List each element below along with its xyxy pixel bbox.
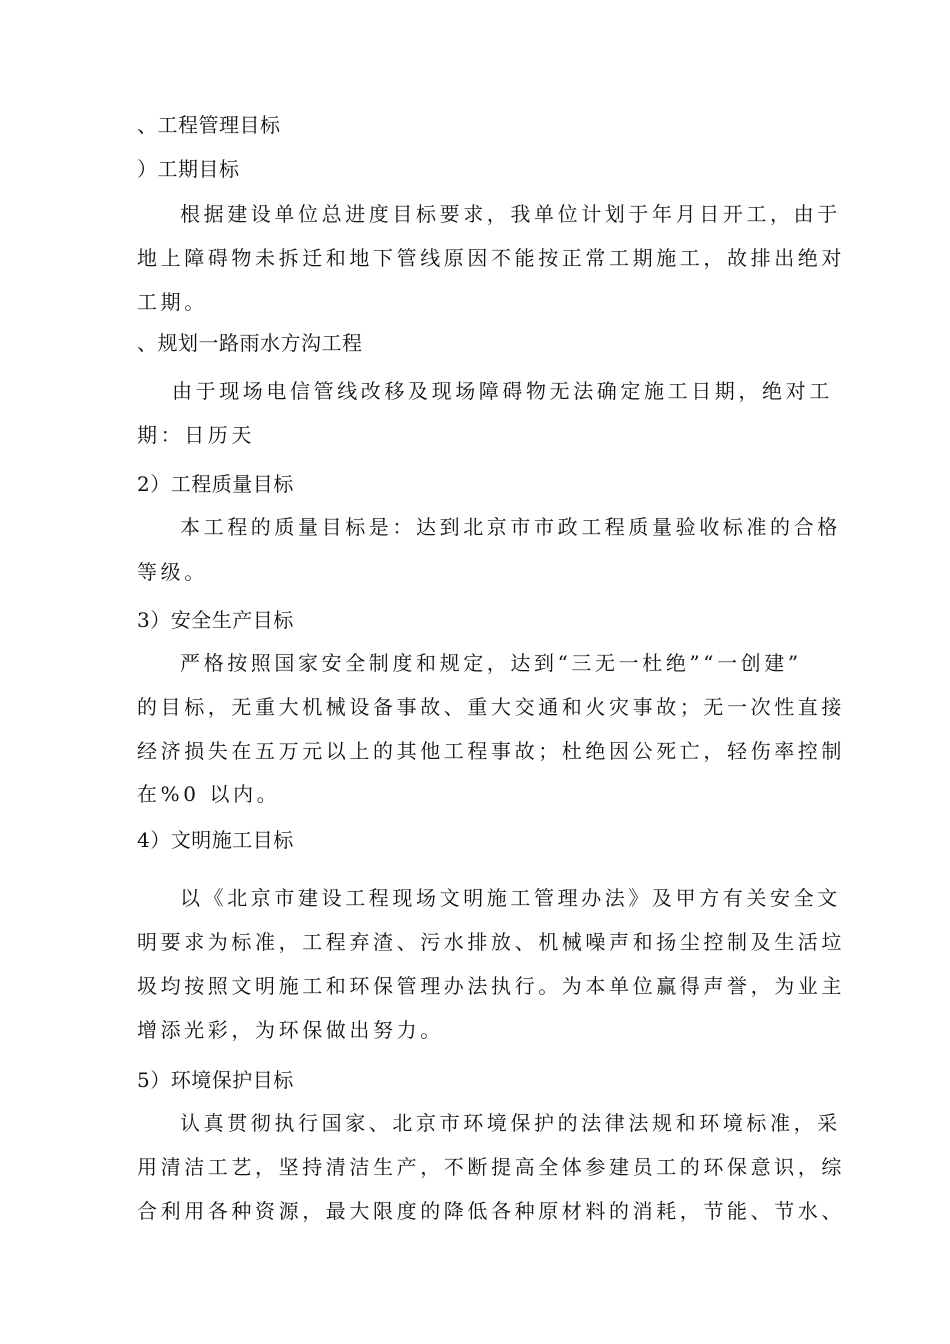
safety-paragraph-line: 在%0 以内。	[137, 782, 281, 806]
schedule-paragraph-line: 地上障碍物未拆迁和地下管线原因不能按正常工期施工，故排出绝对	[137, 246, 845, 270]
safety-paragraph-line: 严格按照国家安全制度和规定，达到“三无一杜绝”“一创建”	[180, 651, 802, 675]
environment-paragraph-line: 认真贯彻执行国家、北京市环境保护的法律法规和环境标准，采	[180, 1111, 841, 1135]
section-heading: 、工程管理目标	[137, 113, 281, 137]
civilized-paragraph-line: 明要求为标准，工程弃渣、污水排放、机械噪声和扬尘控制及生活垃	[137, 930, 845, 954]
environment-paragraph-line: 用清洁工艺，坚持清洁生产，不断提高全体参建员工的环保意识，综	[137, 1155, 845, 1179]
quality-paragraph-line: 等级。	[137, 560, 208, 584]
safety-heading: 3）安全生产目标	[137, 608, 294, 632]
schedule-heading: ）工期目标	[137, 157, 240, 181]
civilized-heading: 4）文明施工目标	[137, 828, 294, 852]
sub-paragraph-line: 由于现场电信管线改移及现场障碍物无法确定施工日期，绝对工	[172, 379, 833, 403]
sub-heading-storm-drain: 、规划一路雨水方沟工程	[137, 331, 363, 355]
civilized-paragraph-line: 增添光彩，为环保做出努力。	[137, 1018, 444, 1042]
civilized-paragraph-line: 圾均按照文明施工和环保管理办法执行。为本单位赢得声誉，为业主	[137, 974, 845, 998]
sub-paragraph-line: 期：日历天	[137, 423, 255, 447]
schedule-paragraph-line: 工期。	[137, 290, 208, 314]
safety-paragraph-line: 经济损失在五万元以上的其他工程事故；杜绝因公死亡，轻伤率控制	[137, 739, 845, 763]
quality-paragraph-line: 本工程的质量目标是：达到北京市市政工程质量验收标准的合格	[180, 515, 841, 539]
safety-paragraph-line: 的目标，无重大机械设备事故、重大交通和火灾事故；无一次性直接	[137, 695, 845, 719]
environment-heading: 5）环境保护目标	[137, 1068, 294, 1092]
quality-heading: 2）工程质量目标	[137, 472, 294, 496]
schedule-paragraph-line: 根据建设单位总进度目标要求，我单位计划于年月日开工，由于	[180, 202, 841, 226]
environment-paragraph-line: 合利用各种资源，最大限度的降低各种原材料的消耗，节能、节水、	[137, 1199, 845, 1223]
civilized-paragraph-line: 以《北京市建设工程现场文明施工管理办法》及甲方有关安全文	[180, 886, 841, 910]
